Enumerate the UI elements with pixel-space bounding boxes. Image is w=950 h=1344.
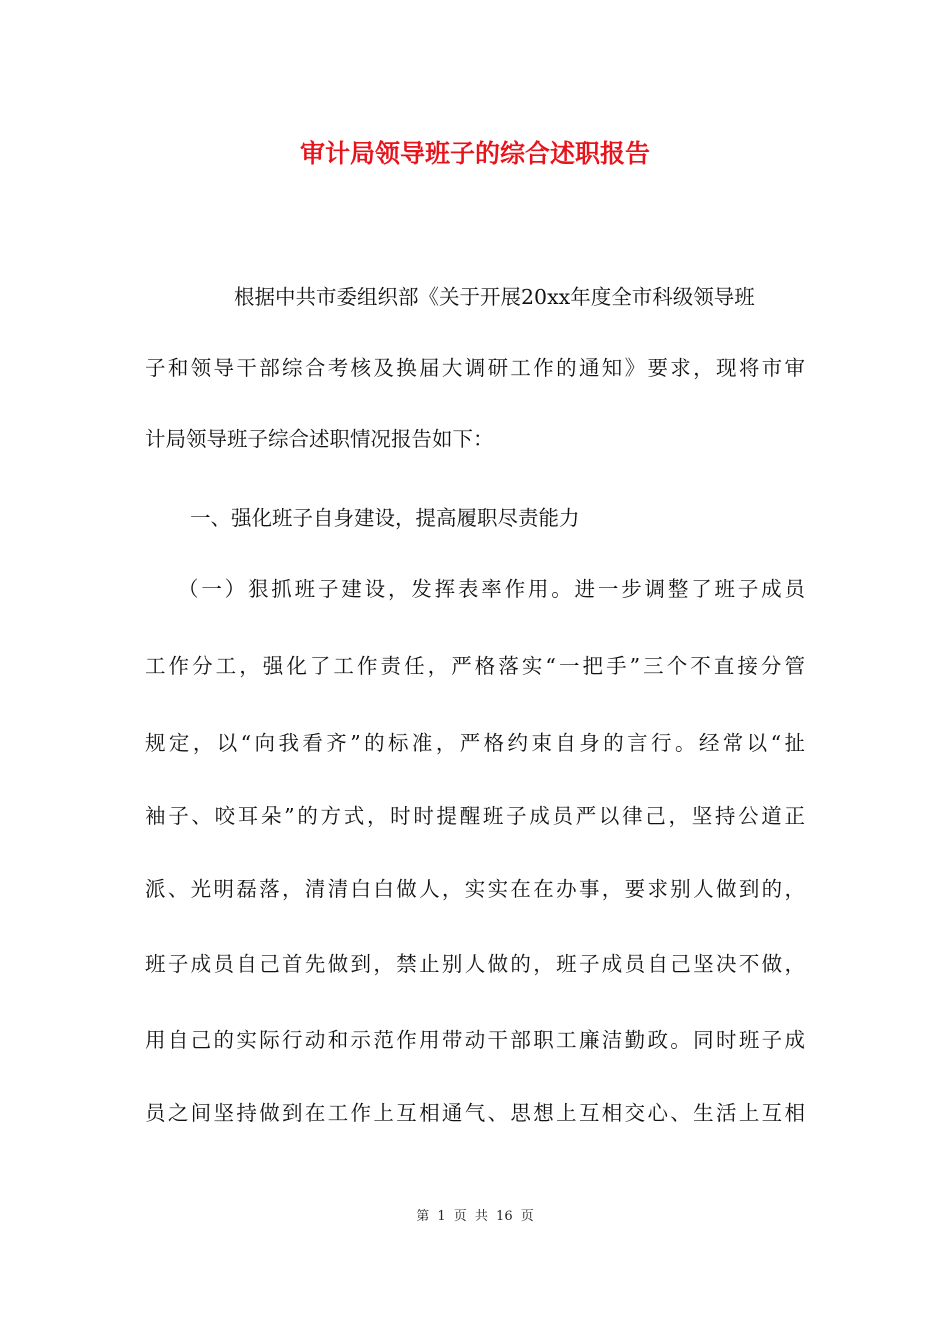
paragraph-line-10: 班子成员自己首先做到，禁止别人做的，班子成员自己坚决不做，	[145, 952, 805, 976]
paragraph-line-9: 派、光明磊落，清清白白做人，实实在在办事，要求别人做到的，	[145, 877, 805, 901]
paragraph-line-3: 计局领导班子综合述职情况报告如下：	[145, 427, 494, 451]
paragraph-line-12: 员之间坚持做到在工作上互相通气、思想上互相交心、生活上互相	[145, 1101, 805, 1125]
page-number: 第 1 页 共 16 页	[416, 1209, 534, 1224]
paragraph-line-1: 根据中共市委组织部《关于开展20xx年度全市科级领导班	[234, 285, 755, 309]
paragraph-line-8: 袖子、咬耳朵”的方式，时时提醒班子成员严以律己，坚持公道正	[145, 804, 805, 828]
section-heading-1: 一、强化班子自身建设，提高履职尽责能力	[190, 506, 580, 530]
paragraph-line-11: 用自己的实际行动和示范作用带动干部职工廉洁勤政。同时班子成	[145, 1028, 805, 1052]
paragraph-line-7: 规定，以“向我看齐”的标准，严格约束自身的言行。经常以“扯	[145, 731, 805, 755]
document-title: 审计局领导班子的综合述职报告	[299, 139, 650, 168]
paragraph-line-6: 工作分工，强化了工作责任，严格落实“一把手”三个不直接分管	[145, 654, 805, 678]
paragraph-line-5: （一）狠抓班子建设，发挥表率作用。进一步调整了班子成员	[178, 577, 805, 601]
paragraph-line-2: 子和领导干部综合考核及换届大调研工作的通知》要求，现将市审	[145, 356, 805, 380]
